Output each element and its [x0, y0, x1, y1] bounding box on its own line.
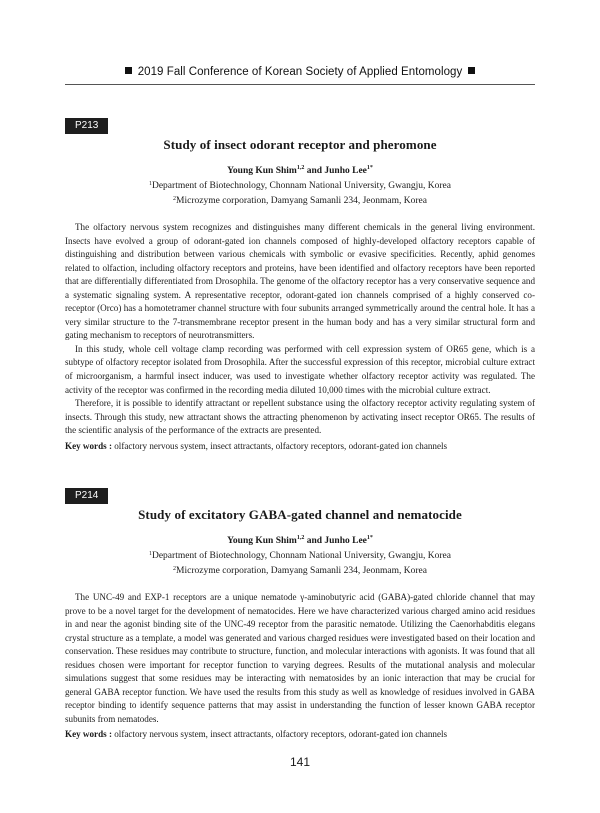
affiliation-line	[65, 548, 535, 563]
abstract-body	[65, 221, 535, 438]
abstract-paragraph: In this study, whole cell voltage clamp recording was performed with cell expression system of OR65 gene, which is a subtype of olfactory receptor isolated from Drosophila. After the successful expression of this receptor, microbial culture extract of microorganism, a harmful insect inducer, was used to investigate whether olfactory receptor activity was regulated. The activity of the receptor was confirmed in the recording media diluted 10,000 times with the microbial culture extract.	[65, 343, 535, 395]
abstract-authors	[65, 535, 535, 546]
affiliation-line	[65, 563, 535, 578]
keywords-text: olfactory nervous system, insect attractants, olfactory receptors, odorant-gated ion channels	[111, 440, 448, 451]
affiliation-text: Microzyme corporation, Damyang Samanli 234, Jeonmam, Korea	[176, 195, 427, 206]
abstract-title: Study of excitatory GABA-gated channel and nematocide	[138, 507, 462, 522]
keywords-label: Key words :	[65, 729, 112, 740]
abstract-title: Study of insect odorant receptor and pheromone	[163, 137, 437, 152]
abstract-id-badge: P214	[65, 488, 108, 504]
keywords-line	[65, 440, 535, 454]
keywords-line	[65, 728, 535, 742]
square-bullet-icon	[125, 67, 132, 74]
keywords-label: Key words :	[65, 440, 112, 451]
author-affiliation-mark: 1*	[366, 535, 373, 541]
affiliation-text: Department of Biotechnology, Chonnam National University, Gwangju, Korea	[151, 551, 451, 561]
abstract-authors	[65, 165, 535, 176]
author-name: Junho Lee	[324, 166, 367, 176]
affiliation-text: Microzyme corporation, Damyang Samanli 234, Jeonmam, Korea	[176, 565, 427, 576]
affiliation-mark: 2	[173, 195, 177, 202]
author-name: Young Kun Shim	[227, 536, 297, 546]
abstract-p213	[65, 115, 535, 453]
square-bullet-icon	[468, 67, 475, 74]
affiliation-line	[65, 178, 535, 193]
running-header	[65, 66, 535, 78]
affiliation-text: Department of Biotechnology, Chonnam National University, Gwangju, Korea	[151, 181, 451, 191]
keywords-text: olfactory nervous system, insect attractants, olfactory receptors, odorant-gated ion channels	[111, 729, 448, 740]
abstract-paragraph: The olfactory nervous system recognizes and distinguishes many different chemicals in the general living environment. Insects have evolved a group of odorant-gated ion channels composed of highly-developed olfactory receptors capable of distinguishing and distribution between various chemicals with symbolic or evasive specificities. Recently, aphid genomes related to olfaction, including olfactory receptors and proteins, have been identified and olfactory receptors have been reported that are differentially differentiated from Drosophila. The genome of the olfactory receptor has a very conservative sequence and a systematic signaling system. A representative receptor, odorant-gated ion channels comprised of a highly conserved co-receptor (Orco) has a homotetramer channel structure with four subunits arranged symmetrically around the central hole. It has a very similar structure to the 7-transmembrane receptor present in the human body and has a very similar structural form and gating mechanism to receptors of neurotransmitters.	[65, 222, 535, 341]
abstract-paragraph: Therefore, it is possible to identify attractant or repellent substance using the olfactory receptor activity regulating system of insects. Through this study, new attractant shows the attracting phenomenon by activating insect receptor OR65. The results of the scientific analysis of the performance of the extracts are presented.	[65, 398, 535, 436]
affiliation-mark: 2	[173, 565, 177, 572]
author-affiliation-mark: 1,2	[296, 165, 305, 171]
author-name: Young Kun Shim	[227, 166, 297, 176]
affiliation-line	[65, 193, 535, 208]
abstract-p214	[65, 485, 535, 742]
author-separator: and	[304, 536, 325, 546]
author-affiliation-mark: 1,2	[296, 535, 305, 541]
abstract-body	[65, 591, 535, 726]
affiliation-mark: 1	[148, 551, 152, 557]
abstract-id-badge: P213	[65, 118, 108, 134]
affiliation-mark: 1	[148, 181, 152, 187]
abstract-paragraph: The UNC-49 and EXP-1 receptors are a unique nematode γ-aminobutyric acid (GABA)-gated chloride channel that may prove to be a novel target for the development of nematocides. Here we have characterized various charged amino acid residues in and near the agonist binding site of the UNC-49 receptor from the parasitic nematode. Utilizing the Caenorhabditis elegans crystal structure as a template, a model was generated and various charged residues were investigated based on their location and conservation. These residues may contribute to structure, function, and molecular interactions with agonists. It was found that all residues chosen were important for receptor function to varying degrees. Results of the mutational analysis and molecular simulations suggest that some residues may be interacting with nematosides by an ionic interaction that may be crucial for general GABA receptor function. We have used the results from this study as well as knowledge of residues involved in GABA receptor binding to identify sequence patterns that may assist in understanding the function of lesser known GABA receptor subunits from nematodes.	[65, 592, 535, 724]
author-name: Junho Lee	[324, 536, 367, 546]
page-number: 141	[289, 755, 311, 769]
author-separator: and	[304, 166, 325, 176]
author-affiliation-mark: 1*	[366, 165, 373, 171]
header-rule	[65, 84, 535, 85]
conference-title: 2019 Fall Conference of Korean Society of Applied Entomology	[137, 66, 463, 78]
